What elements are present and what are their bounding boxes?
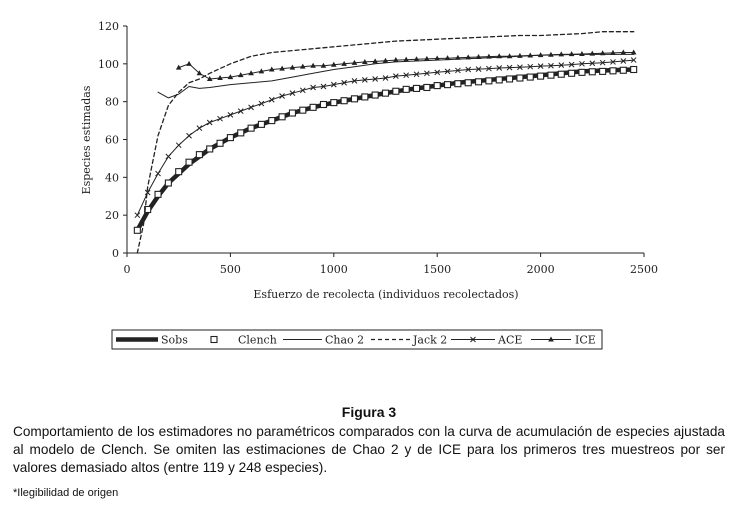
data-point-clench — [289, 110, 295, 116]
y-tick-label: 40 — [105, 171, 119, 185]
legend-label-clench: Clench — [238, 333, 277, 347]
y-tick-label: 60 — [105, 133, 119, 147]
data-point-clench — [269, 118, 275, 124]
data-point-clench — [569, 70, 575, 76]
legend-label-jack-2: Jack 2 — [413, 333, 448, 347]
legend-label-chao-2: Chao 2 — [325, 333, 365, 347]
data-point-clench — [134, 227, 140, 233]
data-point-ace — [228, 112, 233, 117]
data-point-clench — [538, 73, 544, 79]
data-point-clench — [486, 78, 492, 84]
data-point-ace — [259, 101, 264, 106]
y-tick-label: 0 — [112, 247, 119, 260]
data-point-ace — [166, 154, 171, 159]
data-point-clench — [279, 114, 285, 120]
data-point-clench — [620, 67, 626, 73]
plot-area — [134, 32, 636, 253]
x-tick-label: 500 — [219, 263, 241, 276]
series-line-ace — [137, 60, 633, 215]
data-point-clench — [310, 104, 316, 110]
x-tick-label: 2500 — [630, 263, 658, 276]
data-point-ace — [176, 143, 181, 148]
data-point-clench — [217, 140, 223, 146]
data-point-clench — [589, 69, 595, 75]
legend-marker-clench — [211, 337, 217, 343]
data-point-clench — [238, 130, 244, 136]
data-point-ace — [238, 109, 243, 114]
y-tick-label: 100 — [98, 57, 119, 71]
data-point-ace — [207, 120, 212, 125]
y-axis — [98, 20, 127, 260]
legend-label-ice: ICE — [575, 333, 596, 347]
data-point-clench — [207, 146, 213, 152]
figure-caption: Comportamiento de los estimadores no paramétricos comparados con la curva de acumulación de especies ajustada al modelo de Clench. Se omiten las estimaciones de Chao 2 y de ICE para los primeros tres muestreos por ser valores demasiado altos (entre 119 y 248 especies). — [13, 424, 725, 475]
figure-note: *Ilegibilidad de origen — [13, 487, 119, 499]
data-point-clench — [610, 68, 616, 74]
y-tick-label: 80 — [105, 95, 119, 109]
data-point-clench — [517, 75, 523, 81]
data-point-clench — [227, 135, 233, 141]
data-point-ace — [269, 97, 274, 102]
x-tick-label: 1000 — [319, 263, 348, 276]
data-point-clench — [372, 92, 378, 98]
data-point-clench — [320, 102, 326, 108]
data-point-clench — [362, 94, 368, 100]
data-point-clench — [393, 88, 399, 94]
data-point-ice — [631, 49, 637, 54]
data-point-ace — [197, 126, 202, 131]
data-point-clench — [455, 81, 461, 87]
data-point-clench — [424, 84, 430, 90]
data-point-clench — [631, 67, 637, 73]
legend-label-sobs: Sobs — [161, 333, 188, 347]
data-point-clench — [300, 107, 306, 113]
data-point-clench — [548, 72, 554, 78]
y-axis-label: Especies estimadas — [80, 85, 93, 195]
data-point-clench — [351, 96, 357, 102]
series-clench — [134, 67, 636, 234]
data-point-clench — [465, 80, 471, 86]
data-point-clench — [383, 90, 389, 96]
data-point-ace — [249, 105, 254, 110]
data-point-ace — [156, 171, 161, 176]
data-point-clench — [579, 69, 585, 75]
data-point-ace — [187, 133, 192, 138]
data-point-clench — [527, 74, 533, 80]
data-point-ice — [621, 49, 627, 54]
data-point-clench — [248, 125, 254, 131]
data-point-ace — [218, 116, 223, 121]
figure-title: Figura 3 — [341, 404, 397, 420]
data-point-clench — [414, 85, 420, 91]
data-point-clench — [196, 152, 202, 158]
data-point-clench — [176, 169, 182, 175]
data-point-clench — [155, 191, 161, 197]
legend-label-ace: ACE — [498, 333, 523, 347]
data-point-ice — [496, 53, 502, 58]
data-point-ace — [135, 213, 140, 218]
x-axis-label: Esfuerzo de recolecta (individuos recolectados) — [253, 288, 519, 301]
y-tick-label: 20 — [105, 209, 119, 223]
x-tick-label: 1500 — [423, 263, 452, 276]
x-tick-label: 2000 — [526, 263, 555, 276]
data-point-clench — [558, 71, 564, 77]
data-point-clench — [434, 83, 440, 89]
y-tick-label: 120 — [98, 20, 119, 33]
data-point-clench — [403, 86, 409, 92]
data-point-clench — [331, 100, 337, 106]
x-axis — [124, 253, 659, 276]
x-tick-label: 0 — [123, 263, 131, 276]
data-point-clench — [507, 76, 513, 82]
data-point-clench — [165, 180, 171, 186]
data-point-clench — [600, 68, 606, 74]
series-ace — [135, 58, 636, 218]
data-point-clench — [258, 121, 264, 127]
data-point-clench — [445, 82, 451, 88]
data-point-clench — [496, 77, 502, 83]
data-point-clench — [186, 159, 192, 165]
data-point-clench — [476, 79, 482, 85]
data-point-ice — [186, 61, 192, 66]
data-point-clench — [341, 98, 347, 104]
